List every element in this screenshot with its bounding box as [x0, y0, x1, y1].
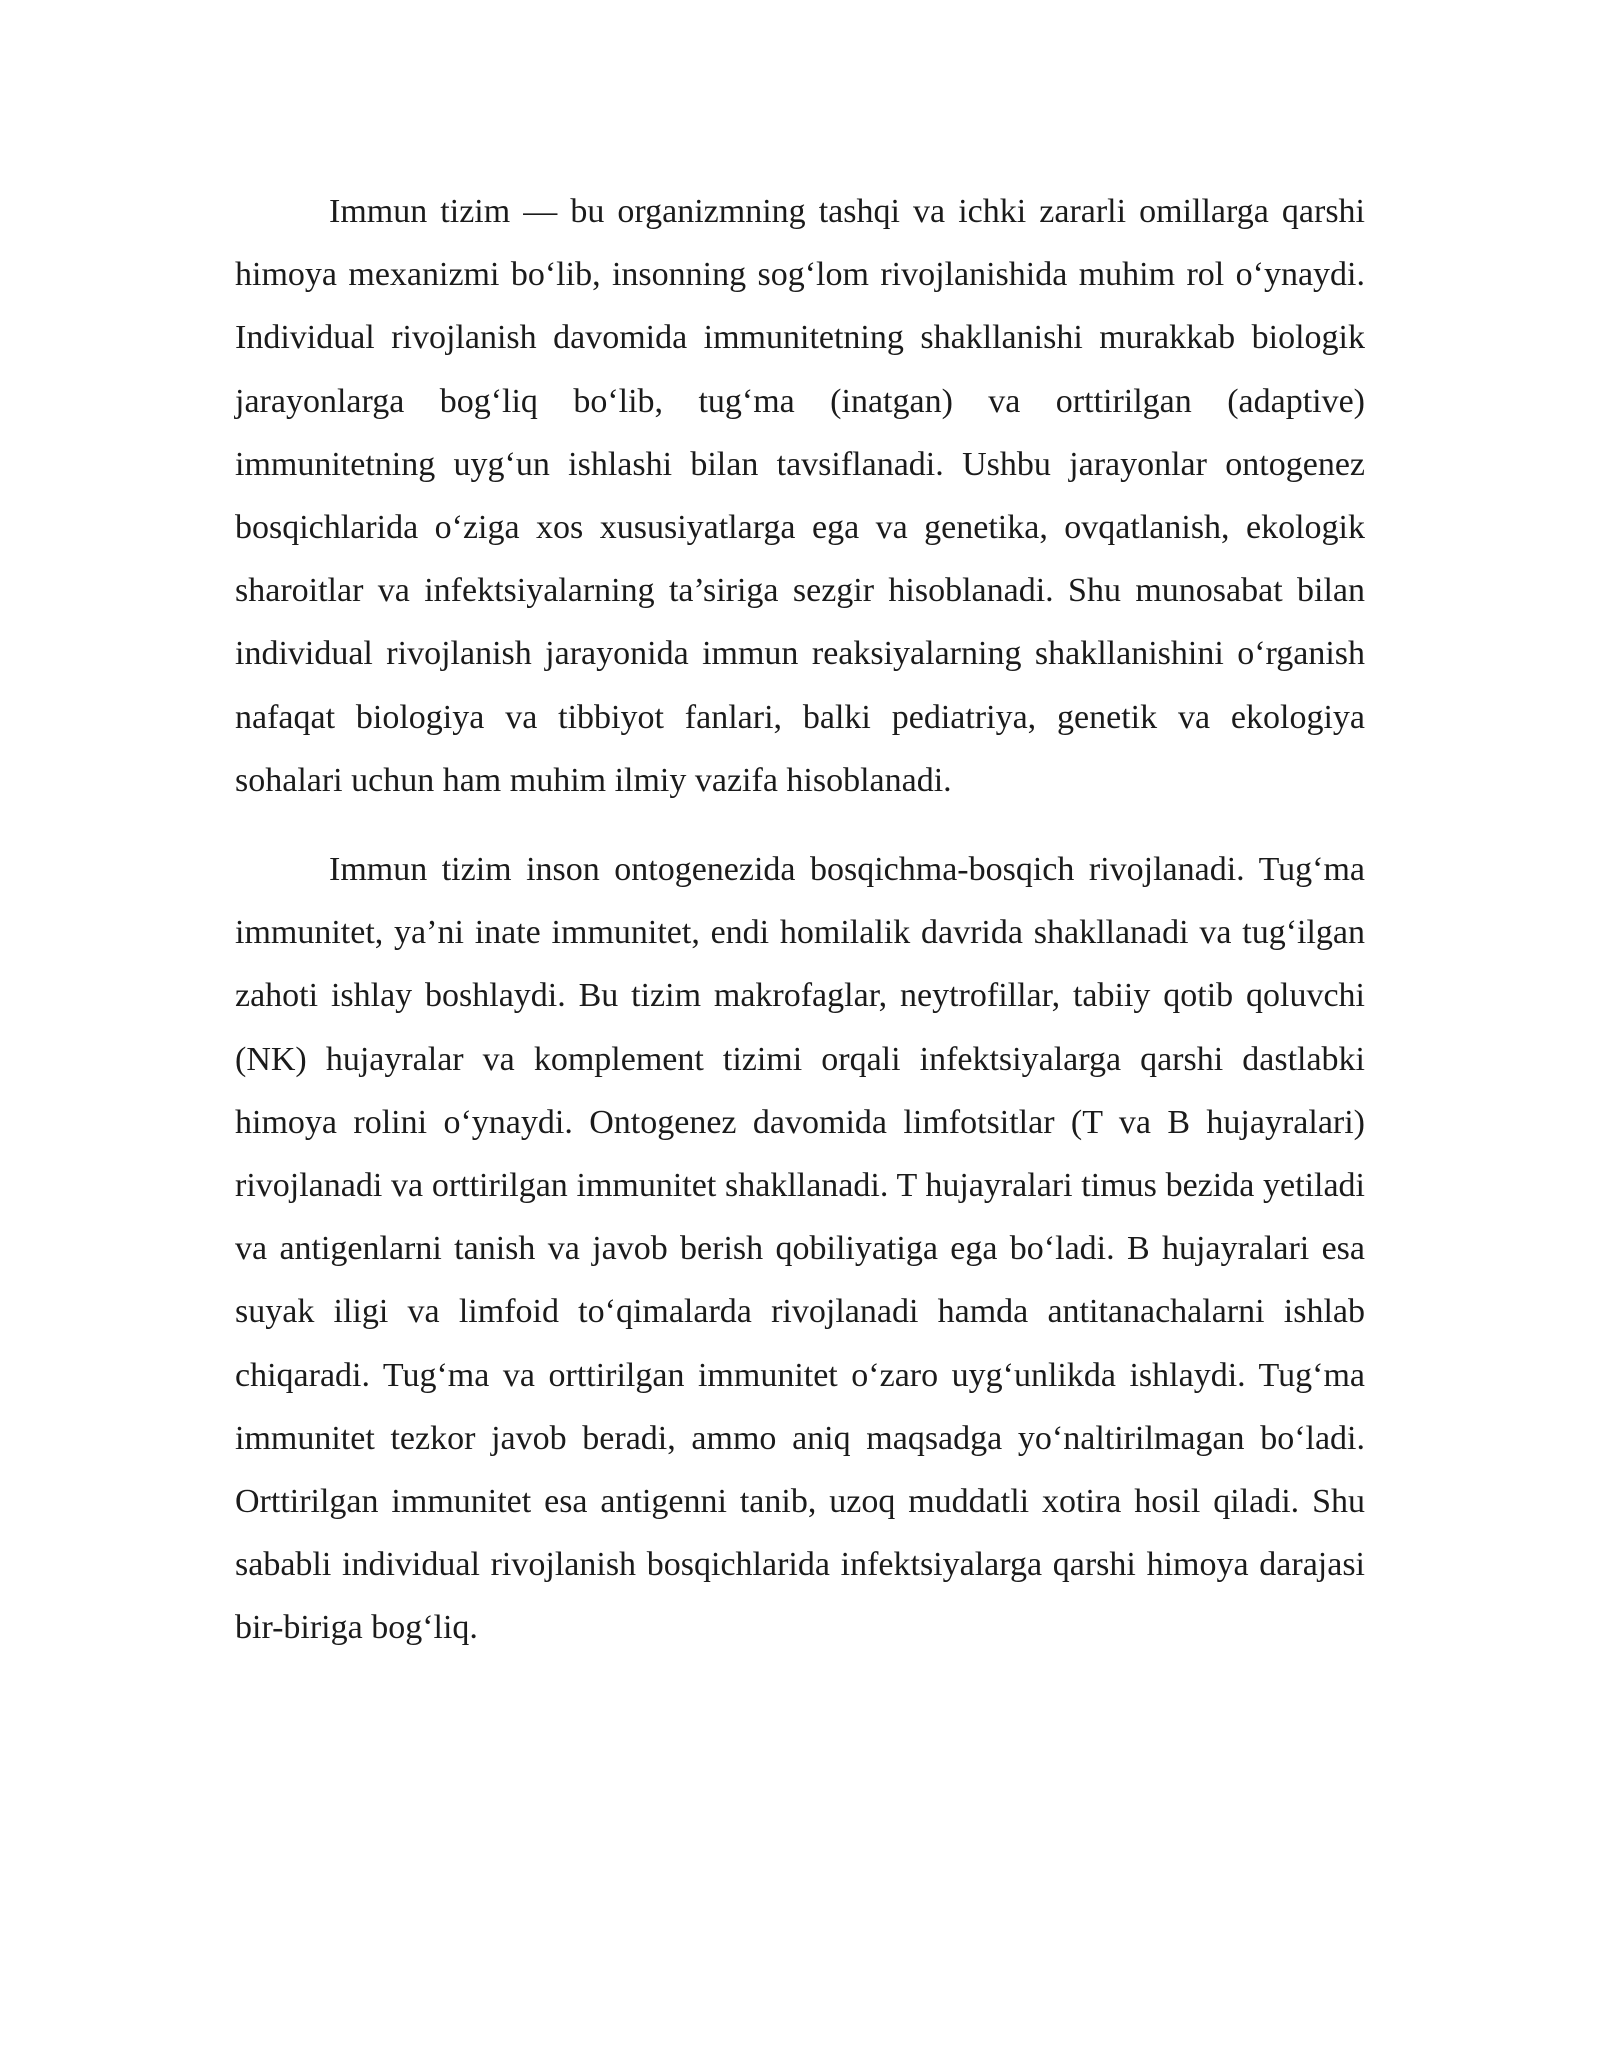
paragraph-1: Immun tizim — bu organizmning tashqi va ichki zararli omillarga qarshi himoya mexanizmi bo‘lib, insonning sog‘lom rivojlanishida muhim rol o‘ynaydi. Individual rivojlanish davomida immunitetning shakllanishi murakkab biologik jarayonlarga bog‘liq bo‘lib, tug‘ma (inatgan) va orttirilgan (adaptive) immunitetning uyg‘un ishlashi bilan tavsiflanadi. Ushbu jarayonlar ontogenez bosqichlarida o‘ziga xos xususiyatlarga ega va genetika, ovqatlanish, ekologik sharoitlar va infektsiyalarning ta’siriga sezgir hisoblanadi. Shu munosabat bilan individual rivojlanish jarayonida immun reaksiyalarning shakllanishini o‘rganish nafaqat biologiya va tibbiyot fanlari, balki pediatriya, genetik va ekologiya sohalari uchun ham muhim ilmiy vazifa hisoblanadi. — [235, 193, 1365, 799]
document-body — [235, 180, 1365, 1660]
paragraph-2: Immun tizim inson ontogenezida bosqichma-bosqich rivojlanadi. Tug‘ma immunitet, ya’ni inate immunitet, endi homilalik davrida shakllanadi va tug‘ilgan zahoti ishlay boshlaydi. Bu tizim makrofaglar, neytrofillar, tabiiy qotib qoluvchi (NK) hujayralar va komplement tizimi orqali infektsiyalarga qarshi dastlabki himoya rolini o‘ynaydi. Ontogenez davomida limfotsitlar (T va B hujayralari) rivojlanadi va orttirilgan immunitet shakllanadi. T hujayralari timus bezida yetiladi va antigenlarni tanish va javob berish qobiliyatiga ega bo‘ladi. B hujayralari esa suyak iligi va limfoid to‘qimalarda rivojlanadi hamda antitanachalarni ishlab chiqaradi. Tug‘ma va orttirilgan immunitet o‘zaro uyg‘unlikda ishlaydi. Tug‘ma immunitet tezkor javob beradi, ammo aniq maqsadga yo‘naltirilmagan bo‘ladi. Orttirilgan immunitet esa antigenni tanib, uzoq muddatli xotira hosil qiladi. Shu sababli individual rivojlanish bosqichlarida infektsiyalarga qarshi himoya darajasi bir-biriga bog‘liq. — [235, 851, 1365, 1647]
